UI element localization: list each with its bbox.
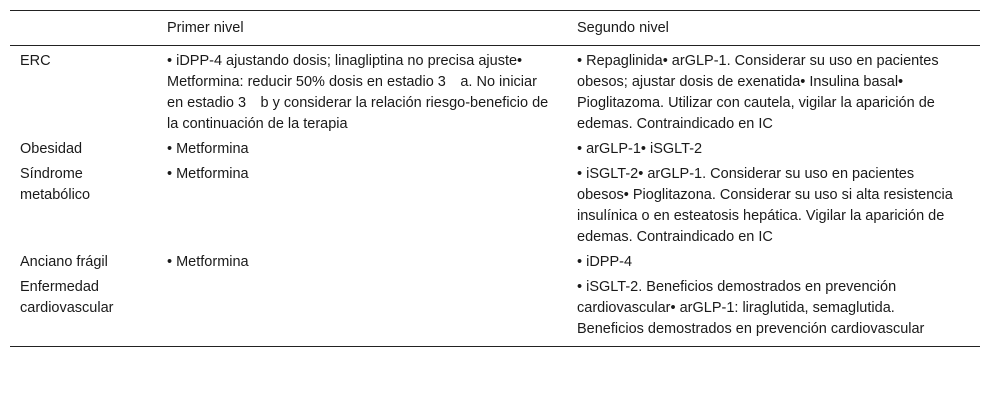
table-row [10,46,980,137]
row-first-level: • Metformina [167,166,249,182]
header-segundo-nivel: Segundo nivel [567,11,980,46]
row-second-level: • iSGLT-2. Beneficios demostrados en prevención cardiovascular• arGLP-1: liraglutida, semaglutida. Beneficios demostrados en prevención cardiovascular [567,274,980,347]
treatment-table [10,10,980,347]
row-second-level: • iDPP-4 [577,254,633,270]
table-body [10,46,980,347]
row-condition: ERC [20,53,51,69]
table-row [10,136,980,161]
table-row [10,161,980,249]
table-row [10,274,980,347]
row-first-level [157,274,567,347]
header-row [10,11,980,46]
row-second-level: • iSGLT-2• arGLP-1. Considerar su uso en pacientes obesos• Pioglitazona. Considerar su uso si alta resistencia insulínica o en esteatosis hepática. Vigilar la aparición de edemas. Contraindicado en IC [577,166,953,245]
row-first-level: • iDPP-4 ajustando dosis; linagliptina no precisa ajuste• Metformina: reducir 50% dosis en estadio 3 a. No iniciar en estadio 3 b y considerar la relación riesgo-beneficio de la continuación de la terapia [167,53,549,132]
header-condition [10,11,157,46]
row-condition: Anciano frágil [20,254,108,270]
row-condition: Enfermedad cardiovascular [10,274,157,347]
table-header [10,11,980,46]
row-condition: Obesidad [20,141,83,157]
header-primer-nivel: Primer nivel [157,11,567,46]
row-first-level: • Metformina [167,254,249,270]
table-row [10,249,980,274]
row-condition: Síndrome metabólico [20,166,91,203]
row-second-level: • arGLP-1• iSGLT-2 [577,141,703,157]
row-first-level: • Metformina [167,141,249,157]
row-second-level: • Repaglinida• arGLP-1. Considerar su uso en pacientes obesos; ajustar dosis de exenatida• Insulina basal• Pioglitazoma. Utilizar con cautela, vigilar la aparición de edemas. Contraindicado en IC [577,53,939,132]
